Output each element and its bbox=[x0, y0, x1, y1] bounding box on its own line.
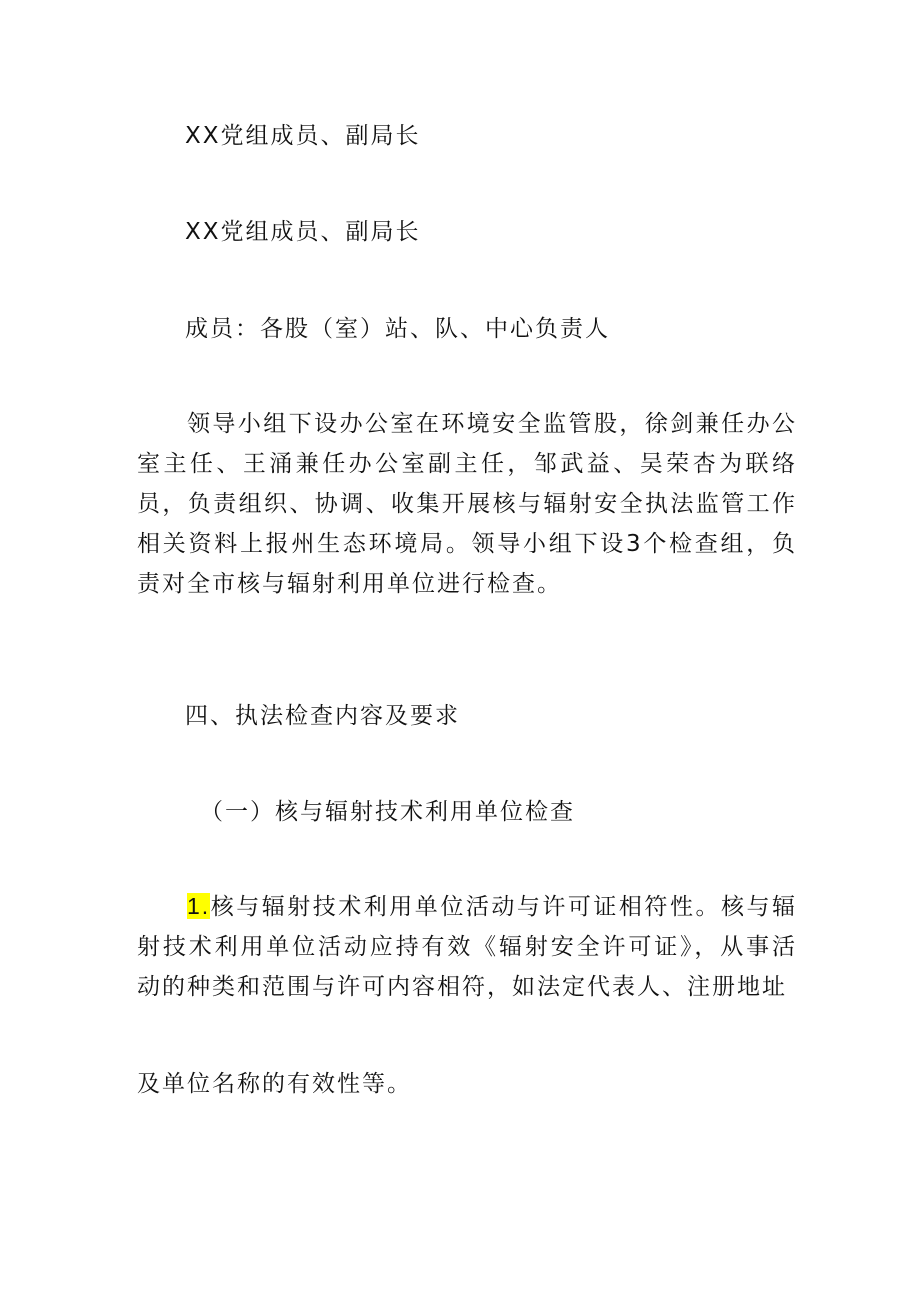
leader-line-1: XX党组成员、副局长 bbox=[185, 123, 421, 149]
office-paragraph: 领导小组下设办公室在环境安全监管股，徐剑兼任办公室主任、王涌兼任办公室副主任，邹武益、吴荣杏为联络员，负责组织、协调、收集开展核与辐射安全执法监管工作相关资料上报州生态环境局。领导小组下设3个检查组，负责对全市核与辐射利用单位进行检查。 bbox=[137, 411, 797, 597]
section-heading: 四、执法检查内容及要求 bbox=[185, 703, 460, 729]
leader-line-2: XX党组成员、副局长 bbox=[185, 219, 421, 245]
subsection-heading: （一）核与辐射技术利用单位检查 bbox=[200, 799, 575, 825]
item-1-text: 核与辐射技术利用单位活动与许可证相符性。核与辐射技术利用单位活动应持有效《辐射安全许可证》，从事活动的种类和范围与许可内容相符，如法定代表人、注册地址 bbox=[137, 894, 797, 1000]
item-1-number: 1. bbox=[187, 893, 211, 919]
item-1-continuation: 及单位名称的有效性等。 bbox=[137, 1071, 412, 1097]
members-line: 成员：各股（室）站、队、中心负责人 bbox=[185, 316, 610, 342]
item-1-paragraph bbox=[137, 886, 797, 1007]
